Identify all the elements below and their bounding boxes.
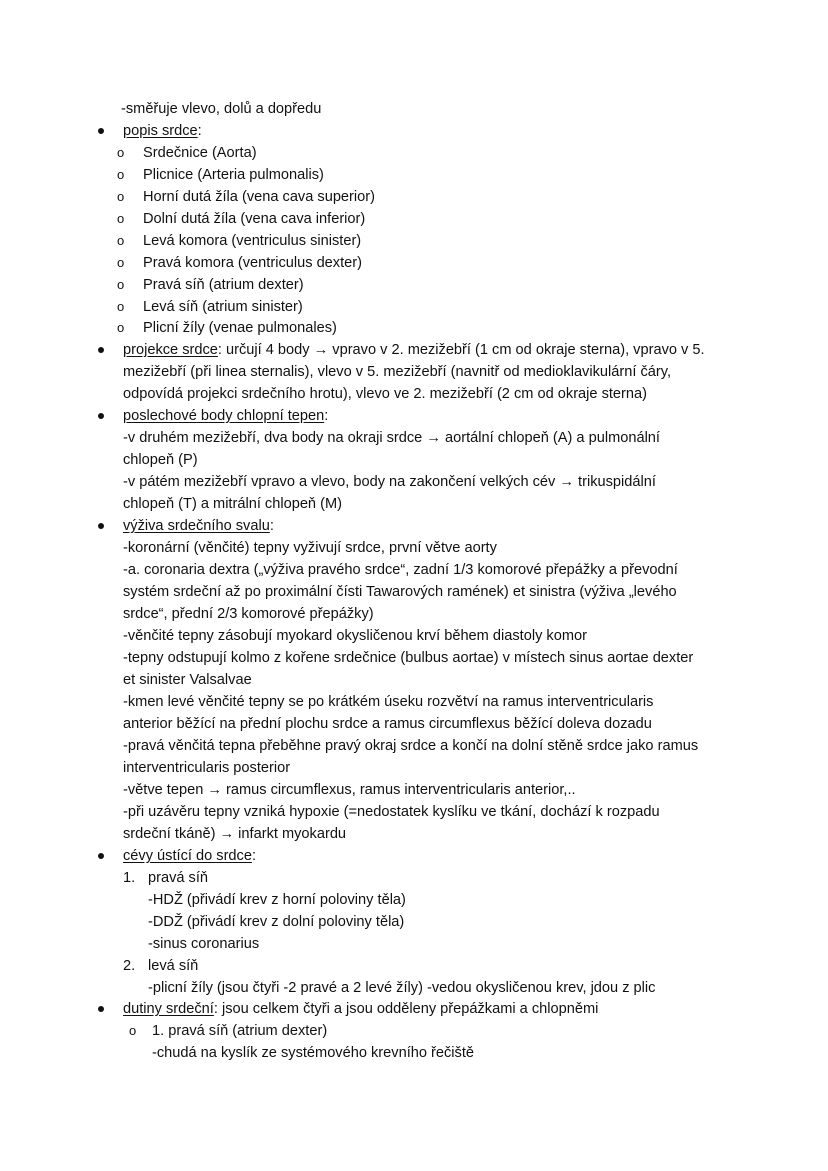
text-line: mezižebří (při linea sternalis), vlevo v 5. mezižebří (navnitř od medioklavikulární čáry, — [123, 364, 671, 380]
circle-bullet-icon: o — [129, 1023, 137, 1038]
bullet-icon — [98, 347, 104, 353]
bullet-icon — [98, 413, 104, 419]
dutiny-text: : jsou celkem čtyři a jsou odděleny přepážkami a chlopněmi — [213, 1001, 599, 1017]
text-line: -a. coronaria dextra („výživa pravého srdce“, zadní 1/3 komorové přepážky a převodní — [123, 562, 678, 578]
text-line: -chudá na kyslík ze systémového krevního řečiště — [152, 1045, 475, 1061]
heading-dutiny — [123, 999, 598, 1019]
heading-popis — [123, 121, 202, 141]
projekce-text: : určují 4 body → vpravo v 2. mezižebří (1 cm od okraje sterna), vpravo v 5. — [217, 342, 705, 358]
text-line: -v druhém mezižebří, dva body na okraji srdce → aortální chlopeň (A) a pulmonální — [123, 430, 660, 446]
text-line: -HDŽ (přivádí krev z horní poloviny těla) — [148, 892, 406, 908]
intro-line: -směřuje vlevo, dolů a dopředu — [121, 101, 322, 117]
text-line: -plicní žíly (jsou čtyři -2 pravé a 2 levé žíly) -vedou okysličenou krev, jdou z plic — [148, 980, 656, 996]
text-line: -při uzávěru tepny vzniká hypoxie (=nedostatek kyslíku ve tkání, dochází k rozpadu — [123, 804, 660, 820]
text-line: -větve tepen → ramus circumflexus, ramus interventricularis anterior,.. — [123, 782, 576, 798]
text-line: -koronární (věnčité) tepny vyživují srdce, první větve aorty — [123, 540, 497, 556]
circle-bullet-icon: o — [117, 320, 125, 335]
list-item: Pravá síň (atrium dexter) — [143, 277, 304, 293]
heading-colon: : — [269, 518, 274, 534]
circle-bullet-icon: o — [117, 233, 125, 248]
list-number: 2. — [123, 958, 136, 974]
heading-vyziva-text: výživa srdečního svalu — [123, 518, 270, 534]
list-item: pravá síň — [148, 870, 209, 886]
text-line: -v pátém mezižebří vpravo a vlevo, body na zakončení velkých cév → trikuspidální — [123, 474, 656, 490]
heading-cevy — [123, 846, 256, 866]
circle-bullet-icon: o — [117, 211, 125, 226]
text-line: odpovídá projekci srdečního hrotu), vlevo ve 2. mezižebří (2 cm od okraje sterna) — [123, 386, 647, 402]
heading-colon: : — [251, 848, 257, 864]
circle-bullet-icon: o — [117, 145, 125, 160]
list-item: levá síň — [148, 958, 199, 974]
text-line: -DDŽ (přivádí krev z dolní poloviny těla) — [148, 914, 405, 930]
list-item: 1. pravá síň (atrium dexter) — [152, 1023, 328, 1039]
list-item: Horní dutá žíla (vena cava superior) — [143, 189, 375, 205]
heading-cevy-text: cévy ústící do srdce — [123, 848, 252, 864]
list-item: Srdečnice (Aorta) — [143, 145, 257, 161]
text-line: srdce“, přední 2/3 komorové přepážky) — [123, 606, 374, 622]
text-line: et sinister Valsalvae — [123, 672, 252, 688]
heading-poslech — [123, 406, 328, 426]
bullet-icon — [98, 128, 104, 134]
heading-colon: : — [197, 123, 202, 139]
text-line: systém srdeční až po proximální čísti Tawarových ramének) et sinistra (výživa „levého — [123, 584, 677, 600]
text-line: -pravá věnčitá tepna přeběhne pravý okraj srdce a končí na dolní stěně srdce jako ramus — [123, 738, 699, 754]
list-item: Plicní žíly (venae pulmonales) — [143, 320, 337, 336]
circle-bullet-icon: o — [117, 189, 125, 204]
circle-bullet-icon: o — [117, 299, 125, 314]
heading-vyziva — [123, 516, 274, 536]
heading-colon: : — [324, 408, 329, 424]
text-line: anterior běžící na přední plochu srdce a ramus circumflexus běžící doleva dozadu — [123, 716, 652, 732]
text-line: chlopeň (P) — [123, 452, 198, 468]
text-line: srdeční tkáně) → infarkt myokardu — [123, 826, 347, 842]
text-line: chlopeň (T) a mitrální chlopeň (M) — [123, 496, 342, 512]
text-line: -tepny odstupují kolmo z kořene srdečnice (bulbus aortae) v místech sinus aortae dexter — [123, 650, 694, 666]
circle-bullet-icon: o — [117, 255, 125, 270]
text-line: interventricularis posterior — [123, 760, 291, 776]
heading-projekce — [123, 340, 705, 360]
bullet-icon — [98, 523, 104, 529]
heading-projekce-text: projekce srdce — [123, 342, 218, 358]
text-line: -sinus coronarius — [148, 936, 260, 952]
heading-poslech-text: poslechové body chlopní tepen — [123, 408, 325, 424]
list-item: Levá komora (ventriculus sinister) — [143, 233, 362, 249]
text-line: -kmen levé věnčité tepny se po krátkém úseku rozvětví na ramus interventricularis — [123, 694, 654, 710]
circle-bullet-icon: o — [117, 277, 125, 292]
list-item: Dolní dutá žíla (vena cava inferior) — [143, 211, 366, 227]
bullet-icon — [98, 853, 104, 859]
list-number: 1. — [123, 870, 136, 886]
list-item: Levá síň (atrium sinister) — [143, 299, 303, 315]
heading-popis-text: popis srdce — [123, 123, 198, 139]
heading-dutiny-text: dutiny srdeční — [123, 1001, 214, 1017]
list-item: Plicnice (Arteria pulmonalis) — [143, 167, 324, 183]
bullet-icon — [98, 1006, 104, 1012]
circle-bullet-icon: o — [117, 167, 125, 182]
text-line: -věnčité tepny zásobují myokard okysličenou krví během diastoly komor — [123, 628, 587, 644]
list-item: Pravá komora (ventriculus dexter) — [143, 255, 362, 271]
